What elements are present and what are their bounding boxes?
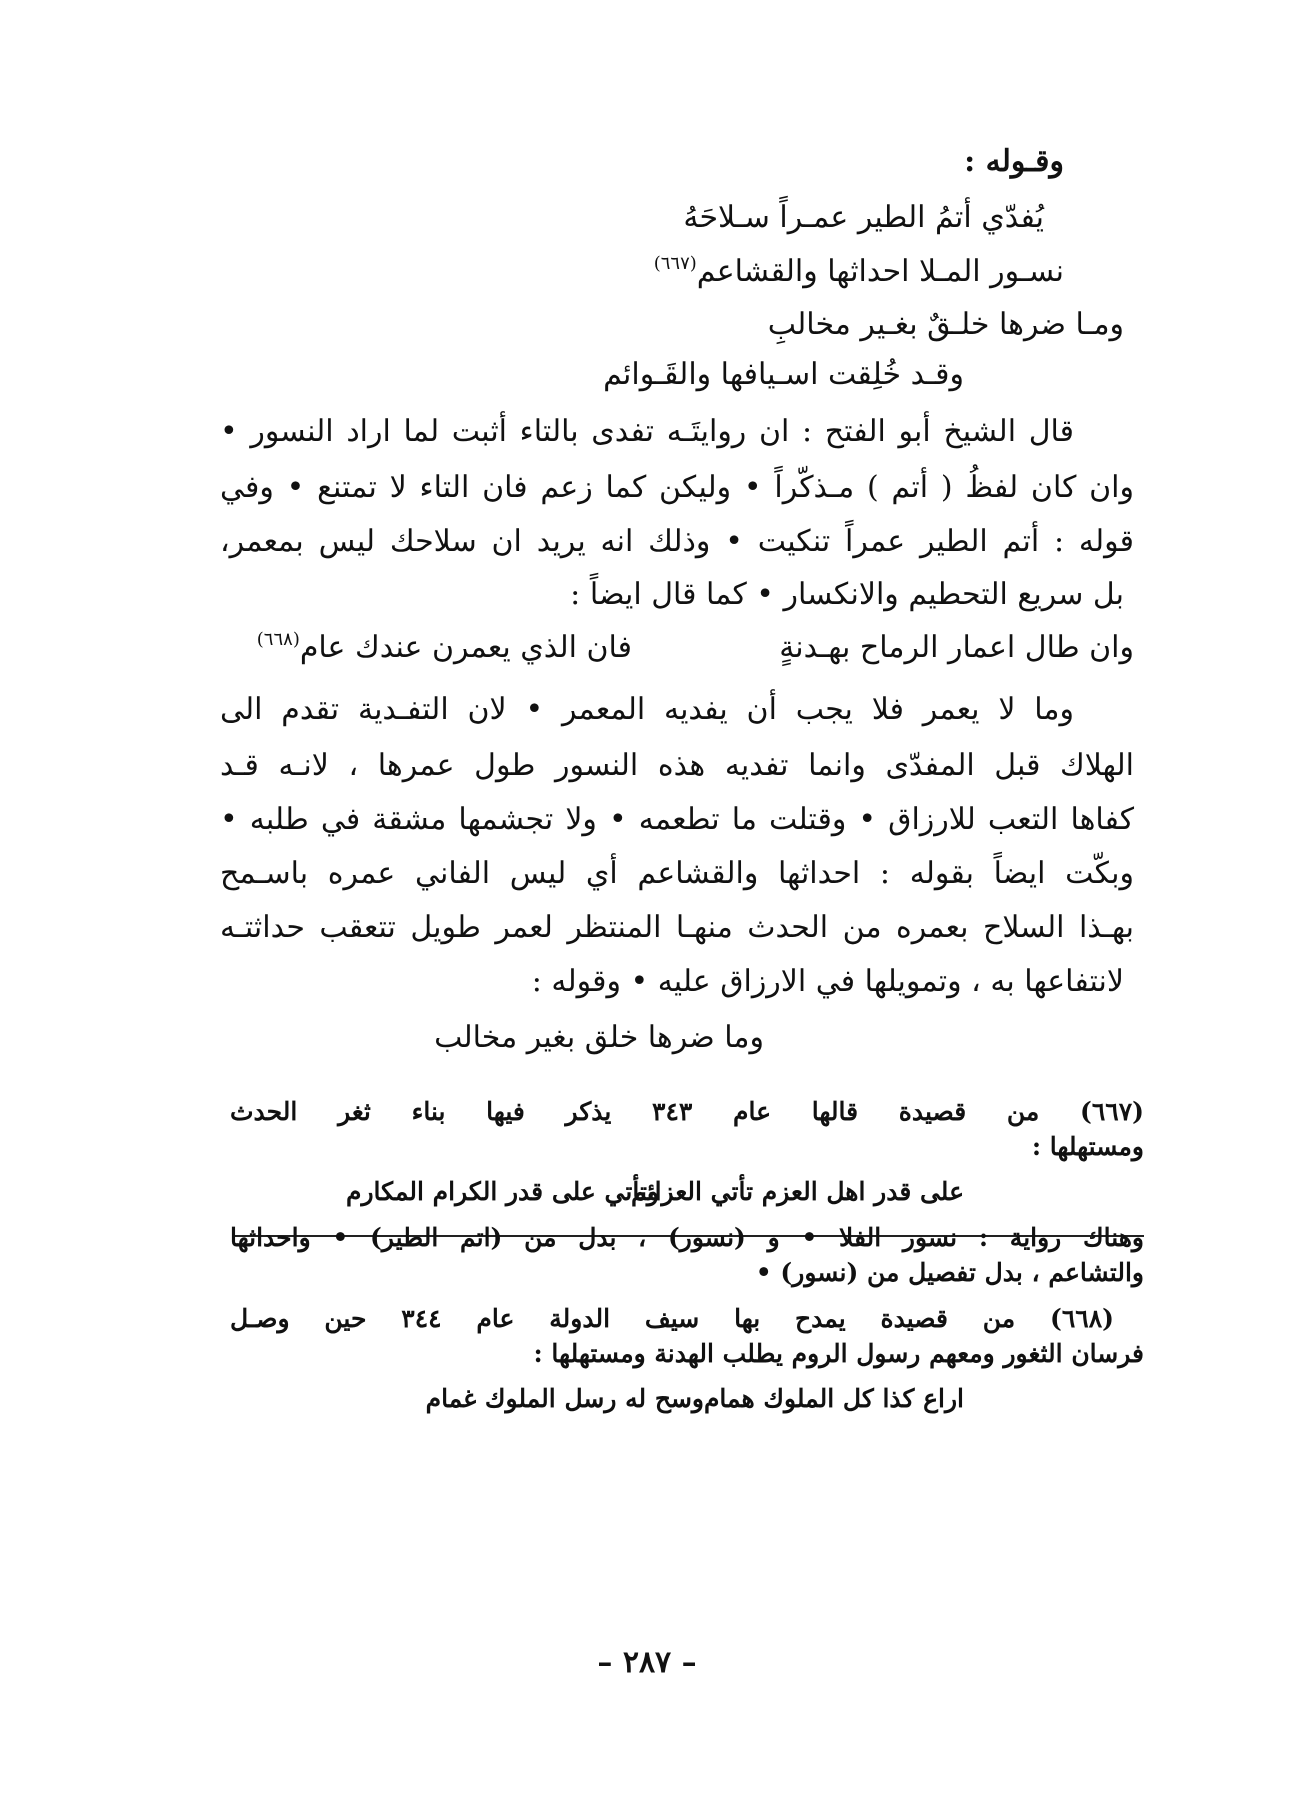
poem1-hemistich-2 <box>654 252 1064 292</box>
footnote-667-line-1: (٦٦٧) من قصيدة قالها عام ٣٤٣ يذكر فيها بناء ثغر الحدث <box>230 1097 1144 1126</box>
page-number: – ٢٨٧ – <box>597 1645 697 1680</box>
footnote-668-line-1: (٦٦٨) من قصيدة يمدح بها سيف الدولة عام ٣٤٤ حين وصـل <box>230 1304 1114 1333</box>
footnote-667-verse-right: على قدر اهل العزم تأتي العزائم <box>631 1177 964 1206</box>
footnote-668-verse-right: اراع كذا كل الملوك همام <box>703 1384 964 1413</box>
commentary1-line-3: قوله : أتم الطير عمراً تنكيت • وذلك انه يريد ان سلاحك ليس بمعمر، <box>220 524 1134 559</box>
footnote-668-verse-left: وسح له رسل الملوك غمام <box>425 1384 704 1413</box>
commentary2-line-1: وما لا يعمر فلا يجب أن يفديه المعمر • لان التفـدية تقدم الى <box>220 692 1074 727</box>
poem2-hemistich-left <box>257 628 632 668</box>
poem2-hemistich-right <box>779 628 1134 668</box>
commentary1-line-4: بل سريع التحطيم والانكسار • كما قال ايضاً : <box>570 577 1124 612</box>
poem1-hemistich-2-text: نسـور المـلا احداثها والقشاعم <box>696 254 1064 289</box>
poem1-hemistich-4: وقـد خُلِقت اسـيافها والقَـوائم <box>603 357 964 392</box>
poem1-hemistich-1: يُفدّي أتمُ الطير عمـراً سـلاحَهُ <box>683 200 1044 235</box>
commentary1-line-1: قال الشيخ أبو الفتح : ان روايتَـه تفدى بالتاء أثبت لما اراد النسور • <box>220 414 1074 449</box>
intro-label: وقـوله : <box>964 144 1064 179</box>
poem1-hemistich-3: ومـا ضرها خلـقٌ بغـير مخالبِ <box>767 307 1124 342</box>
footnote-668-line-2: فرسان الثغور ومعهم رسول الروم يطلب الهدنة ومستهلها : <box>533 1339 1144 1368</box>
footnote-667-variant-1: وهناك رواية : نسور الفلا • و (نسور) ، بدل من (اتم الطير) • واحداثها <box>230 1223 1144 1252</box>
commentary1-line-2: وان كان لفظُ ( أتم ) مـذكّراً • وليكن كما زعم فان التاء لا تمتنع • وفي <box>220 470 1134 505</box>
commentary2-line-4: وبكّت ايضاً بقوله : احداثها والقشاعم أي ليس الفاني عمره باسـمح <box>220 856 1134 891</box>
footnote-ref-667: (٦٦٧) <box>653 253 697 274</box>
footnote-667-variant-2: والتشاعم ، بدل تفصيل من (نسور) • <box>755 1258 1144 1287</box>
quote-line: وما ضرها خلق بغير مخالب <box>434 1020 764 1055</box>
commentary2-line-6: لانتفاعها به ، وتمويلها في الارزاق عليه • وقوله : <box>531 964 1124 999</box>
poem2-right-text: وان طال اعمار الرماح بهـدنةٍ <box>779 630 1134 665</box>
commentary2-line-5: بهـذا السلاح بعمره من الحدث منهـا المنتظر لعمر طويل تتعقب حداثتـه <box>220 910 1134 945</box>
footnote-667-verse-left: وتأتي على قدر الكرام المكارم <box>345 1177 659 1206</box>
commentary2-line-3: كفاها التعب للارزاق • وقتلت ما تطعمه • ولا تجشمها مشقة في طلبه • <box>220 802 1134 837</box>
commentary2-line-2: الهلاك قبل المفدّى وانما تفديه هذه النسور طول عمرها ، لانـه قـد <box>220 748 1134 783</box>
footnote-ref-668: (٦٦٨) <box>256 629 300 650</box>
poem2-left-text: فان الذي يعمرن عندك عام <box>299 630 632 665</box>
footnote-667-line-2: ومستهلها : <box>1031 1132 1144 1161</box>
